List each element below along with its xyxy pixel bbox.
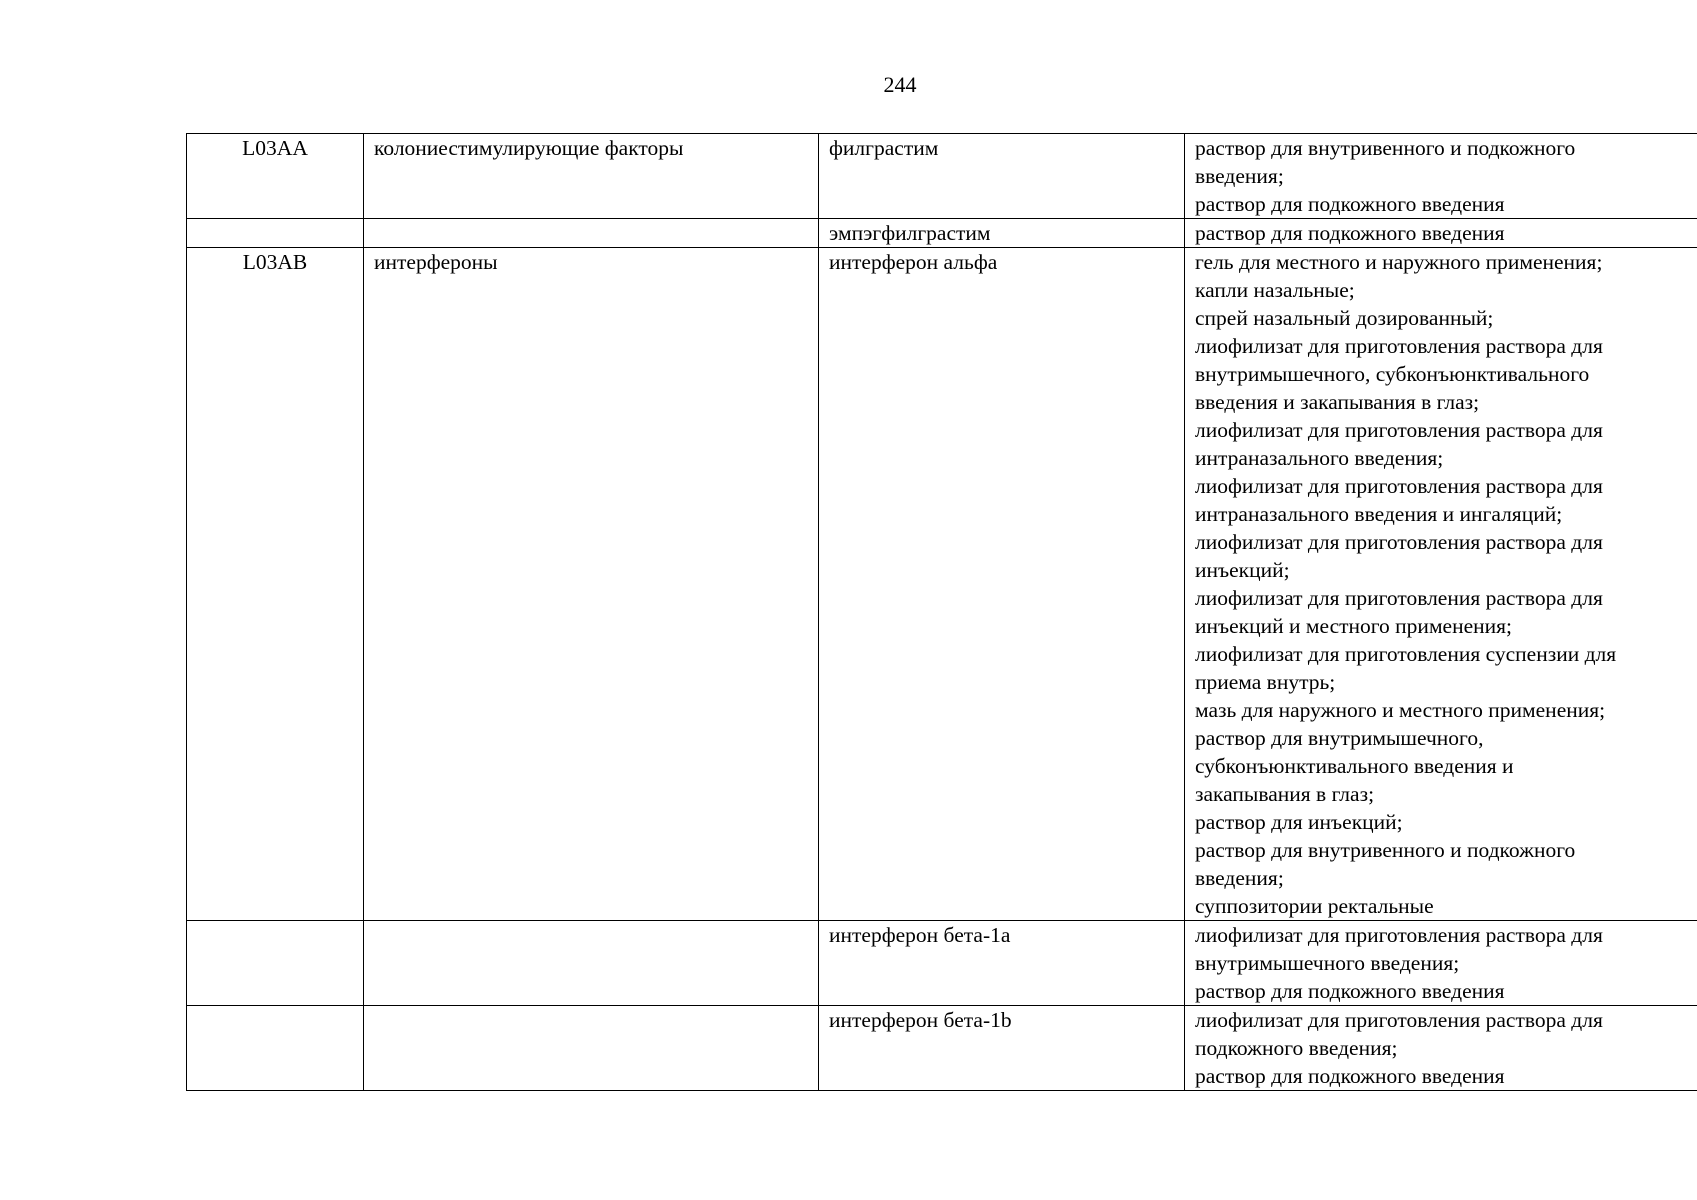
dosage-form-line: интраназального введения; (1195, 446, 1444, 470)
dosage-form-line: раствор для подкожного введения (1195, 221, 1505, 245)
anatomical-group-cell (364, 1006, 819, 1091)
dosage-form-line: раствор для инъекций; (1195, 810, 1403, 834)
dosage-form-line: внутримышечного, субконъюнктивального (1195, 362, 1590, 386)
dosage-form-line: лиофилизат для приготовления раствора для (1195, 586, 1603, 610)
dosage-form-line: лиофилизат для приготовления раствора для (1195, 923, 1603, 947)
dosage-form-line: спрей назальный дозированный; (1195, 306, 1494, 330)
table-row (187, 1006, 1697, 1091)
dosage-form-line: лиофилизат для приготовления раствора для (1195, 474, 1603, 498)
dosage-forms-cell (1185, 921, 1697, 1006)
dosage-form-line: интраназального введения и ингаляций; (1195, 502, 1563, 526)
dosage-form-line: мазь для наружного и местного применения; (1195, 698, 1606, 722)
dosage-forms-cell (1185, 1006, 1697, 1091)
dosage-form-line: введения; (1195, 866, 1284, 890)
drug-name-cell: интерферон бета-1b (819, 1006, 1185, 1091)
dosage-form-line: введения; (1195, 164, 1284, 188)
dosage-forms-cell (1185, 134, 1697, 219)
page-number: 244 (883, 72, 917, 97)
atc-code-cell (187, 921, 364, 1006)
dosage-form-line: раствор для внутримышечного, (1195, 726, 1484, 750)
dosage-form-line: лиофилизат для приготовления раствора для (1195, 418, 1603, 442)
anatomical-group-cell: интерфероны (364, 248, 819, 921)
table-row (187, 248, 1697, 921)
dosage-form-line: лиофилизат для приготовления раствора для (1195, 1008, 1603, 1032)
dosage-form-line: лиофилизат для приготовления суспензии для (1195, 642, 1617, 666)
table-row (187, 134, 1697, 219)
dosage-form-line: приема внутрь; (1195, 670, 1336, 694)
table-row (187, 219, 1697, 248)
drug-table (186, 133, 1697, 1091)
drug-name-cell: филграстим (819, 134, 1185, 219)
atc-code-cell: L03AA (187, 134, 364, 219)
dosage-form-line: подкожного введения; (1195, 1036, 1398, 1060)
anatomical-group-cell: колониестимулирующие факторы (364, 134, 819, 219)
drug-name-cell: интерферон альфа (819, 248, 1185, 921)
dosage-form-line: раствор для внутривенного и подкожного (1195, 838, 1576, 862)
table-row (187, 921, 1697, 1006)
anatomical-group-cell (364, 219, 819, 248)
dosage-form-line: лиофилизат для приготовления раствора для (1195, 334, 1603, 358)
dosage-form-line: инъекций; (1195, 558, 1290, 582)
dosage-form-line: гель для местного и наружного применения; (1195, 250, 1603, 274)
drug-name-cell: эмпэгфилграстим (819, 219, 1185, 248)
atc-code-cell: L03AB (187, 248, 364, 921)
dosage-form-line: закапывания в глаз; (1195, 782, 1375, 806)
dosage-form-line: субконъюнктивального введения и (1195, 754, 1514, 778)
dosage-form-line: раствор для подкожного введения (1195, 979, 1505, 1003)
dosage-form-line: внутримышечного введения; (1195, 951, 1460, 975)
anatomical-group-cell (364, 921, 819, 1006)
dosage-form-line: раствор для внутривенного и подкожного (1195, 136, 1576, 160)
drug-name-cell: интерферон бета-1a (819, 921, 1185, 1006)
dosage-form-line: раствор для подкожного введения (1195, 192, 1505, 216)
dosage-form-line: лиофилизат для приготовления раствора для (1195, 530, 1603, 554)
dosage-forms-cell (1185, 248, 1697, 921)
dosage-form-line: суппозитории ректальные (1195, 894, 1434, 918)
dosage-form-line: инъекций и местного применения; (1195, 614, 1513, 638)
dosage-form-line: раствор для подкожного введения (1195, 1064, 1505, 1088)
table-body (187, 134, 1697, 1091)
dosage-form-line: капли назальные; (1195, 278, 1355, 302)
dosage-form-line: введения и закапывания в глаз; (1195, 390, 1480, 414)
atc-code-cell (187, 219, 364, 248)
dosage-forms-cell (1185, 219, 1697, 248)
atc-code-cell (187, 1006, 364, 1091)
